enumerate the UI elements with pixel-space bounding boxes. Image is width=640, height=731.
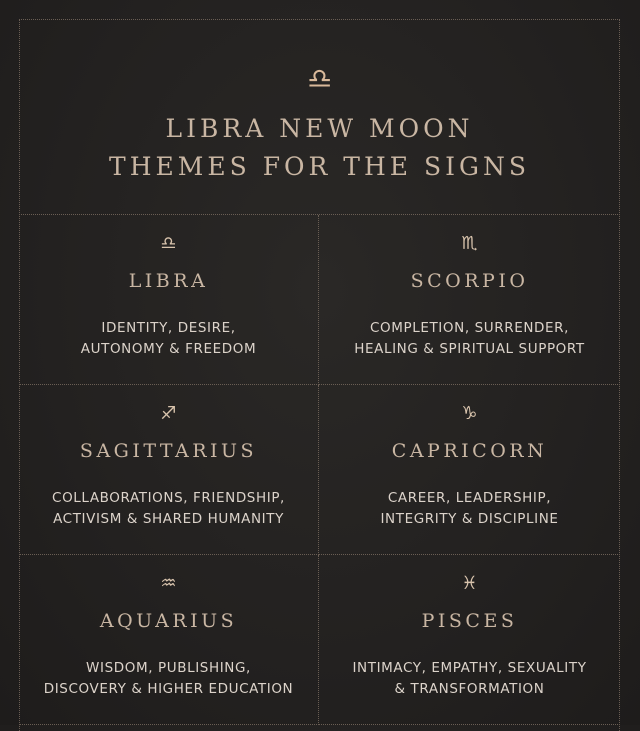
sign-theme-line-1: CAREER, LEADERSHIP, (387, 490, 552, 506)
sign-theme-line-2: ACTIVISM & SHARED HUMANITY (53, 511, 284, 527)
sign-theme (19, 658, 318, 700)
libra-glyph-icon: ♎ (306, 62, 333, 95)
sign-card-scorpio (319, 215, 620, 385)
sign-name: PISCES (421, 610, 518, 632)
sign-theme-line-1: INTIMACY, EMPATHY, SEXUALITY (352, 660, 587, 676)
sign-card-aquarius (19, 555, 319, 725)
sign-theme-line-2: DISCOVERY & HIGHER EDUCATION (43, 681, 294, 697)
capricorn-icon: ♑ (461, 403, 478, 424)
sign-theme-line-1: IDENTITY, DESIRE, (101, 320, 236, 336)
sign-theme-line-2: & TRANSFORMATION (394, 681, 545, 697)
libra-icon: ♎ (160, 233, 177, 254)
sagittarius-icon: ♐ (160, 403, 177, 424)
sign-card-libra (19, 215, 319, 385)
sign-theme (319, 488, 620, 530)
sign-name: LIBRA (128, 270, 209, 292)
sign-card-pisces (319, 555, 620, 725)
sign-theme-line-1: COLLABORATIONS, FRIENDSHIP, (52, 490, 285, 506)
sign-theme (319, 658, 620, 700)
sign-theme-line-2: AUTONOMY & FREEDOM (80, 341, 257, 357)
sign-theme-line-1: WISDOM, PUBLISHING, (86, 660, 251, 676)
page-header (19, 19, 620, 214)
sign-theme (19, 488, 318, 530)
sign-name: CAPRICORN (391, 440, 548, 462)
pisces-icon: ♓ (461, 573, 478, 594)
signs-grid (19, 214, 620, 725)
page-title-line-1: LIBRA NEW MOON (165, 114, 474, 143)
sign-theme (19, 318, 318, 360)
sign-card-capricorn (319, 385, 620, 555)
page-title (19, 110, 620, 186)
sign-theme-line-2: HEALING & SPIRITUAL SUPPORT (354, 341, 585, 357)
sign-theme-line-2: INTEGRITY & DISCIPLINE (380, 511, 559, 527)
sign-name: AQUARIUS (99, 610, 238, 632)
sign-card-sagittarius (19, 385, 319, 555)
aquarius-icon: ♒ (160, 573, 177, 594)
sign-name: SCORPIO (410, 270, 529, 292)
sign-theme-line-1: COMPLETION, SURRENDER, (369, 320, 570, 336)
sign-theme (319, 318, 620, 360)
page-title-line-2: THEMES FOR THE SIGNS (109, 152, 530, 181)
scorpio-icon: ♏ (461, 233, 478, 254)
sign-name: SAGITTARIUS (79, 440, 258, 462)
